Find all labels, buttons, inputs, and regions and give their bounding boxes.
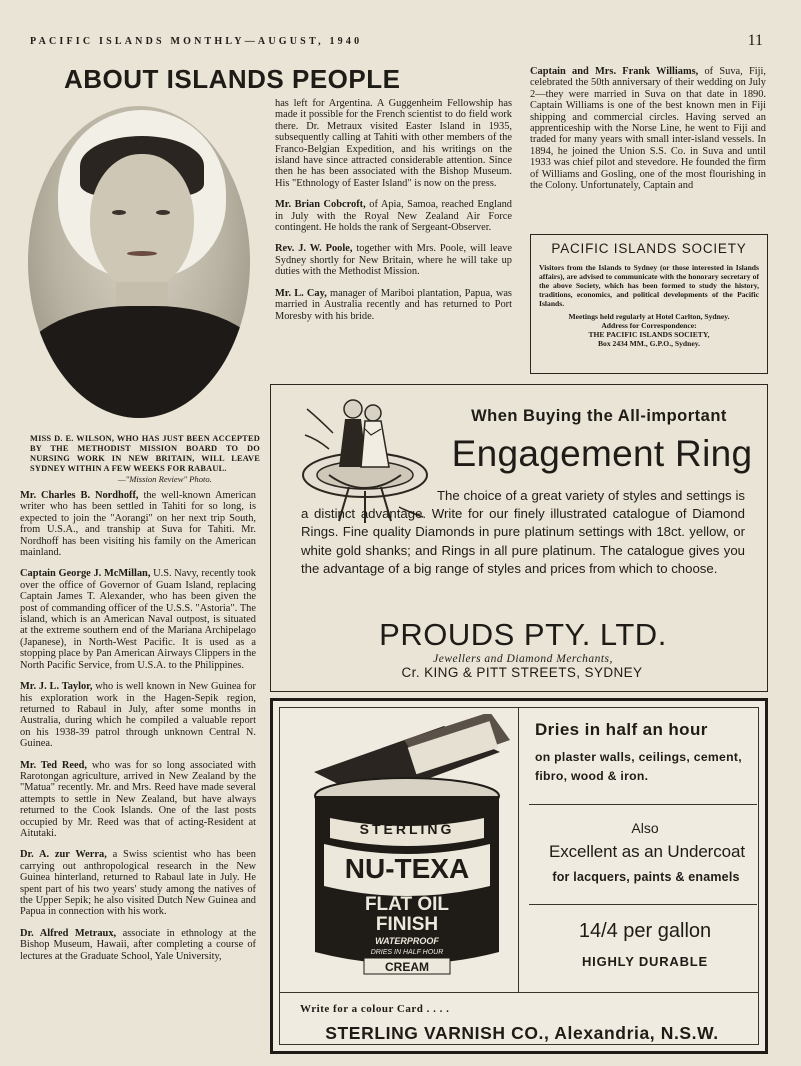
paint-lacquers: for lacquers, paints & enamels	[552, 870, 740, 884]
paint-company: STERLING VARNISH CO., Alexandria, N.S.W.	[325, 1023, 719, 1043]
tin-line-1: FLAT OIL	[364, 894, 450, 915]
news-item: Mr. L. Cay, manager of Mariboi plantation, Papua, was married in Australia recently and has returned to Port Moresby with his bride.	[275, 287, 512, 322]
news-item: Captain George J. McMillan, U.S. Navy, recently took over the office of Governor of Guam Island, replacing Captain James T. Alexander, who has been given the post of commanding officer of the U.S.S. "Astoria". The island, which is an American Naval outpost, is situated at the extreme southern end of the Mariana Archipelago (Japanese), in North-West Pacific. It is used as a stopping place by Pan American Airways Clippers in the North Pacific Service, from U.S.A. to the Philippines.	[20, 568, 257, 671]
paint-headline: Dries in half an hour	[535, 720, 708, 739]
paint-also: Also	[631, 820, 659, 836]
photo-credit: —"Mission Review" Photo.	[118, 474, 212, 484]
page-number: 11	[747, 32, 763, 49]
portrait-photo	[28, 106, 250, 418]
left-column	[20, 490, 256, 972]
society-address-line: THE PACIFIC ISLANDS SOCIETY,	[588, 330, 710, 339]
society-notice-box	[530, 234, 768, 374]
news-item: Mr. Ted Reed, who was for so long associated with Rarotongan agriculture, arrived in New Zealand by the "Matua" recently. Mr. and Mrs. Reed have made several attempts to settle in New Zealand, but have always returned to the Cook Islands. One of the last posts occupied by Mr. Reed was that of acting-Resident at Aitutaki.	[20, 759, 256, 839]
paint-write-line: Write for a colour Card . . . .	[300, 1003, 450, 1015]
paint-undercoat: Excellent as an Undercoat	[549, 842, 745, 861]
news-item: Mr. J. L. Taylor, who is well known in New Guinea for his exploration work in the Hagen-Sepik region, returned to Rabaul in July, after some months in Australia, during which he compiled a valuable report on his 1938-39 patrol through unknown Central N. Guinea.	[20, 681, 256, 750]
paint-ad-footer	[280, 992, 758, 1050]
ring-ad-headline: When Buying the All-important	[471, 407, 727, 425]
news-item: Captain and Mrs. Frank Williams, of Suva, Fiji, celebrated the 50th anniversary of their wedding on July 2—they were married in Suva on that date in 1890. Captain Williams is one of the best known men in Fiji shipping and commercial circles. Having served an apprenticeship with the Norse Line, he went to Fiji and traded for many years with small inter-island vessels. In 1894, he joined the Union S.S. Co. in Suva and until 1933 was chief pilot and stevedore. He founded the firm of Williams and Gosling, one of the most flourishing in the Colony. Unfortunately, Captain and	[530, 66, 766, 192]
running-head: PACIFIC ISLANDS MONTHLY—AUGUST, 1940	[30, 36, 363, 47]
paint-price: 14/4 per gallon	[578, 920, 712, 942]
ring-ad-title: Engagement Ring	[451, 433, 753, 474]
paint-tin-illustration	[294, 714, 520, 978]
society-address-label: Address for Correspondence:	[601, 321, 697, 330]
news-item: Dr. Alfred Metraux, associate in ethnology at the Bishop Museum, Hawaii, after completing a course of lectures at the Graduate School, Yale University,	[20, 927, 256, 962]
news-item: Mr. Charles B. Nordhoff, the well-known American writer who has been settled in Tahiti for so long, is expected to join the "Aorangi" on her next trip South, from U.S.A., and tranship at Suva for Tahiti. Mr. Nordhoff has been visiting his family on the American mainland.	[20, 490, 256, 559]
ring-ad-address-visible: Cr. KING & PITT STREETS, SYDNEY	[401, 665, 643, 680]
society-title: PACIFIC ISLANDS SOCIETY	[551, 241, 747, 256]
tin-colour: CREAM	[385, 960, 429, 974]
tin-brand-main: NU-TEXA	[344, 853, 470, 884]
tin-waterproof: WATERPROOF	[375, 936, 439, 946]
society-meetings: Meetings held regularly at Hotel Carlton, Sydney.	[568, 312, 730, 321]
paint-advertisement	[270, 698, 768, 1054]
page-title: ABOUT ISLANDS PEOPLE	[64, 64, 401, 94]
news-item: Rev. J. W. Poole, together with Mrs. Poole, will leave Sydney shortly for New Britain, where he will take up duties with the Methodist Mission.	[275, 243, 512, 278]
paint-durable: HIGHLY DURABLE	[581, 954, 709, 969]
news-item-continuation: has left for Argentina. A Guggenheim Fellowship has made it possible for the French scientist to do field work there. Dr. Metraux visited Easter Island in 1935, subsequently calling at Tahiti with other members of the Franco-Belgian Expedition, and his writings on the island have since attracted considerable attention. Since then he has been associated with the Bishop Museum. His "Ethnology of Easter Island" is now on the press.	[275, 98, 512, 189]
engagement-ring-advertisement	[270, 384, 768, 692]
tin-dries: DRIES IN HALF HOUR	[370, 949, 444, 956]
right-column	[530, 66, 766, 197]
paint-surfaces: on plaster walls, ceilings, cement, fibro, wood & iron.	[535, 750, 742, 783]
tin-brand-top: STERLING	[359, 821, 455, 837]
news-item: Dr. A. zur Werra, a Swiss scientist who has been carrying out anthropological research in the New Guinea hinterland, returned to Rabaul late in July. He spent part of his two years' study among the natives of the Upper Sepik; he also visited Dutch New Guinea and Papua in connection with his work.	[20, 849, 256, 918]
ring-ad-company: PROUDS PTY. LTD.	[379, 617, 667, 652]
middle-column	[275, 98, 512, 332]
tin-line-2: FINISH	[375, 914, 439, 935]
ring-ad-body: The choice of a great variety of styles and settings is a distinct advantage. Write for our finely illustrated catalogue of Diamond Rings. Fine quality Diamonds in pure platinum settings with 18ct. yellow, or white gold shanks; and Rings in all pure platinum. The catalogue gives you the advantage of a big range of styles and prices from which to choose.	[301, 488, 745, 576]
news-item: Mr. Brian Cobcroft, of Apia, Samoa, reached England in July with the Royal New Zealand Air Force contingent. He holds the rank of Sergeant-Observer.	[275, 199, 513, 234]
photo-caption: MISS D. E. WILSON, WHO HAS JUST BEEN ACCEPTED BY THE METHODIST MISSION BOARD TO DO NURSING WORK IN NEW BRITAIN, WILL LEAVE SYDNEY WITHIN A FEW WEEKS FOR RABAUL.	[30, 434, 260, 473]
society-address-line: Box 2434 MM., G.P.O., Sydney.	[597, 339, 701, 348]
ring-ad-subtitle: Jewellers and Diamond Merchants,	[433, 653, 613, 665]
society-body: Visitors from the Islands to Sydney (or those interested in Islands affairs), are advised to communicate with the honorary secretary of the above Society, which has been formed to study the history, traditions, economics, and political developments of the Pacific Islands.	[539, 263, 759, 308]
paint-ad-copy	[518, 708, 764, 992]
